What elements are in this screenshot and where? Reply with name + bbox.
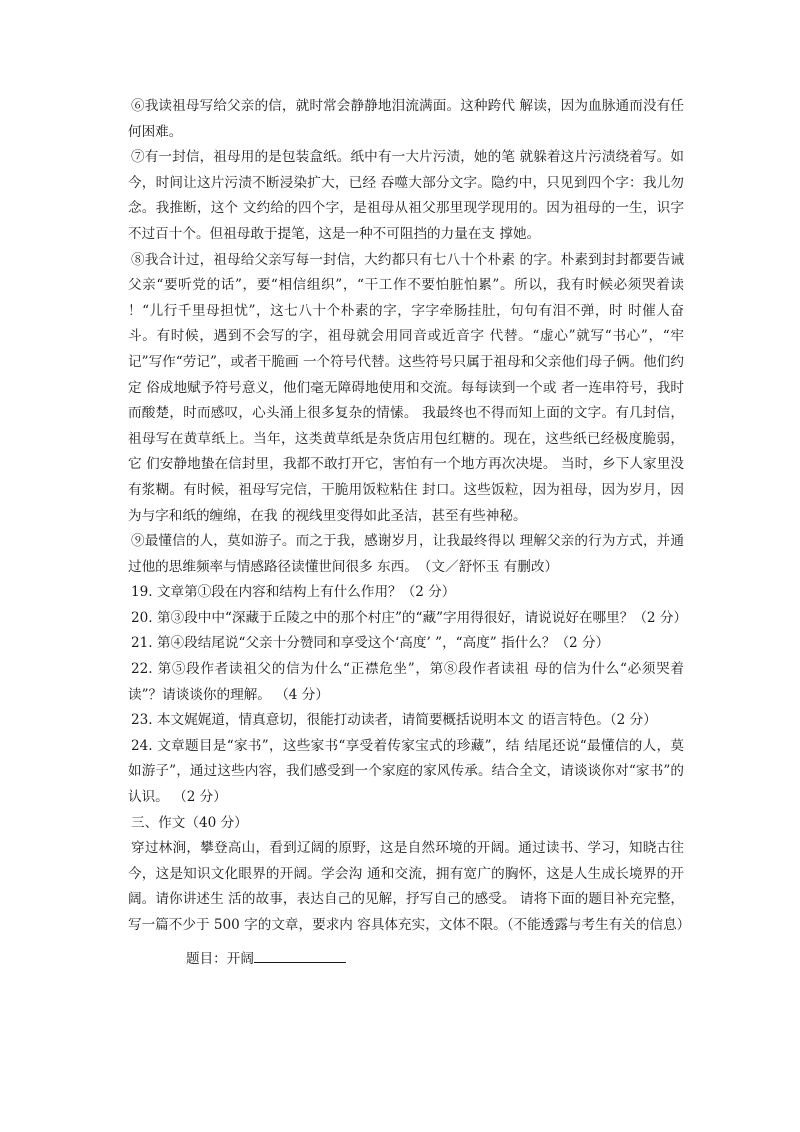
paragraph-9: ⑨最懂信的人，莫如游子。而之于我，感谢岁月，让我最终得以 理解父亲的行为方式，并通过他的思维频率与情感路径读懂世间很多 东西。 （文／舒怀玉 有删改）: [128, 533, 684, 575]
composition-heading: 三、作文（40 分）: [131, 814, 248, 831]
title-blank-underline[interactable]: [254, 948, 346, 963]
question-20: 20. 第③段中中“深藏于丘陵之中的那个村庄”的“藏”字用得很好，请说说好在哪里？（2 分）: [131, 609, 688, 626]
question-24: 24. 文章题目是“家书”，这些家书“享受着传家宝式的珍藏”，结 结尾还说“最懂信的人，莫如游子”，通过这些内容，我们感受到一个家庭的家风传承。结合全文，请谈谈你对“家书”的认识。 （2 分）: [128, 737, 684, 806]
question-19: 19. 文章第①段在内容和结构上有什么作用？（2 分）: [131, 584, 456, 601]
paragraph-7: ⑦有一封信，祖母用的是包装盒纸。纸中有一大片污渍，她的笔 就躲着这片污渍绕着写。如今，时间让这片污渍不断浸染扩大，已经 吞噬大部分文字。隐约中，只见到四个字：我儿勿念。我推断，这个 文约给的四个字，是祖母从祖父那里现学现用的。因为祖母的一生，识字不过百十个。但祖母敢于提笔，这是一种不可阻挡的力量在支 撑她。: [128, 149, 684, 242]
question-list: [128, 580, 688, 810]
question-21: 21. 第④段结尾说“父亲十分赞同和享受这个‘高度’ ”，“高度” 指什么？（2 分）: [131, 635, 610, 652]
paragraph-8: ⑧我合计过，祖母给父亲写每一封信，大约都只有七八十个朴素 的字。朴素到封封都要告诫父亲“要听党的话”，要“相信组织”，“干工作不要怕脏怕累”。所以，我有时候必须哭着读 ！“儿行千里母担忧”，这七八十个朴素的字，字字牵肠挂肚，句句有泪不弹，时 时催人奋斗。有时候，遇到不会写的字，祖母就会用同音或近音字 代替。“虚心”就写“书心”，“牢记”写作“劳记”，或者干脆画 一个符号代替。这些符号只属于祖母和父亲他们母子俩。他们约定 俗成地赋予符号意义，他们毫无障碍地使用和交流。每每读到一个或 者一连串符号，我时而酸楚，时而感叹，心头涌上很多复杂的情愫。 我最终也不得而知上面的文字。有几封信，祖母写在黄草纸上。当年，这类黄草纸是杂货店用包红糖的。现在，这些纸已经极度脆弱，它 们安静地蛰在信封里，我都不敢打开它，害怕有一个地方再次决堤。 当时，乡下人家里没有浆糊。有时候，祖母写完信，干脆用饭粒粘住 封口。这些饭粒，因为祖母，因为岁月，因为与字和纸的缠绵，在我 的视线里变得如此圣洁，甚至有些神秘。: [128, 251, 684, 524]
composition-title-line: [128, 947, 684, 973]
question-23: 23. 本文娓娓道，情真意切，很能打动读者，请简要概括说明本文 的语言特色。（2 分）: [131, 712, 657, 729]
composition-prompt: 穿过林涧，攀登高山，看到辽阔的原野，这是自然环境的开阔。通过读书、学习，知晓古往今，这是知识文化眼界的开阔。学会沟 通和交流，拥有宽广的胸怀，这是人生成长境界的开阔。请你讲述生 活的故事，表达自己的见解，抒写自己的感受。 请将下面的题目补充完整，写一篇不少于 500 字的文章，要求内 容具体充实，文体不限。（不能透露与考生有关的信息）: [128, 840, 691, 933]
exam-page: [128, 94, 691, 972]
composition-title-label: 题目：开阔: [186, 950, 254, 967]
paragraph-6: ⑥我读祖母写给父亲的信，就时常会静静地泪流满面。这种跨代 解读，因为血脉通而没有任何困难。: [128, 98, 684, 140]
question-22: 22. 第⑤段作者读祖父的信为什么“正襟危坐”，第⑧段作者读祖 母的信为什么“必须哭着读”？请谈谈你的理解。 （4 分）: [128, 661, 684, 703]
